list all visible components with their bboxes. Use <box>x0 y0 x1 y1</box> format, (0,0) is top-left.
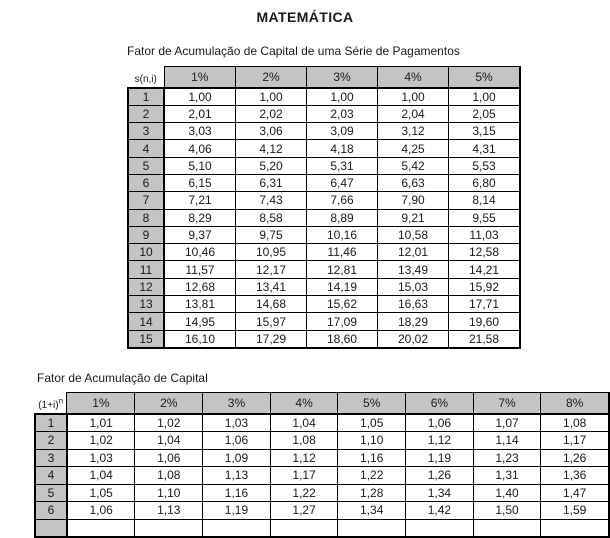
table-cell: 1,06 <box>406 414 474 432</box>
table-row <box>35 449 609 467</box>
table-cell: 1,16 <box>203 484 271 502</box>
row-label: 1 <box>35 414 67 432</box>
table-cell: 15,62 <box>307 296 378 313</box>
table-cell: 2,03 <box>307 105 378 122</box>
row-label: 8 <box>128 209 164 226</box>
table-row <box>35 467 609 485</box>
table-cell: 1,07 <box>473 414 541 432</box>
table-cell: 1,42 <box>406 502 474 520</box>
header-row <box>35 393 609 414</box>
table-cell: 1,16 <box>338 449 406 467</box>
table-cell: 12,81 <box>307 261 378 278</box>
table-row <box>128 157 520 174</box>
table-cell: 6,47 <box>307 174 378 191</box>
table-cell: 9,21 <box>378 209 449 226</box>
table-cell: 1,10 <box>135 484 203 502</box>
table-cell: 17,71 <box>449 296 521 313</box>
table-cell: 1,00 <box>378 88 449 106</box>
table-cell: 1,23 <box>473 449 541 467</box>
table-cell: 1,50 <box>473 502 541 520</box>
table-cell: 6,80 <box>449 174 521 191</box>
page-title: MATEMÁTICA <box>256 9 354 25</box>
table-cell: 1,03 <box>203 414 271 432</box>
table-cell: 16,10 <box>164 330 236 348</box>
table-row <box>128 192 520 209</box>
table-cell: 11,03 <box>449 226 521 243</box>
table-row <box>128 313 520 330</box>
table-cell: 1,14 <box>473 432 541 450</box>
table-cell: 21,58 <box>449 330 521 348</box>
header-row <box>128 67 520 88</box>
table-row <box>128 296 520 313</box>
table-cell: 1,31 <box>473 467 541 485</box>
table-cell: 14,19 <box>307 278 378 295</box>
table-cell: 7,21 <box>164 192 236 209</box>
table-cell: 11,46 <box>307 244 378 261</box>
table-cell: 19,60 <box>449 313 521 330</box>
capital-accumulation-table <box>34 392 610 538</box>
table-row <box>128 140 520 157</box>
table-cell: 1,01 <box>67 414 135 432</box>
table-cell: 1,34 <box>338 502 406 520</box>
column-header: 7% <box>473 393 541 414</box>
table-cell: 8,58 <box>236 209 307 226</box>
table-cell: 1,40 <box>473 484 541 502</box>
table-cell: 1,08 <box>135 467 203 485</box>
table-cell: 5,31 <box>307 157 378 174</box>
table-cell: 10,95 <box>236 244 307 261</box>
row-label: 10 <box>128 244 164 261</box>
table-row <box>35 502 609 520</box>
table-cell: 3,06 <box>236 123 307 140</box>
table-cell: 6,31 <box>236 174 307 191</box>
row-label: 12 <box>128 278 164 295</box>
table-row <box>128 88 520 106</box>
table-row <box>35 484 609 502</box>
table-cell: 15,92 <box>449 278 521 295</box>
column-header: 1% <box>164 67 236 88</box>
table-cell: 17,29 <box>236 330 307 348</box>
table1-caption: Fator de Acumulação de Capital de uma Série de Pagamentos <box>127 44 460 58</box>
table-cell: 14,95 <box>164 313 236 330</box>
table-cell: 1,22 <box>270 484 338 502</box>
table-cell: 1,26 <box>541 449 609 467</box>
table-cell: 1,19 <box>406 449 474 467</box>
table-cell: 4,31 <box>449 140 521 157</box>
table-cell: 1,08 <box>541 414 609 432</box>
table-cell: 14,68 <box>236 296 307 313</box>
table-cell: 1,06 <box>135 449 203 467</box>
table-cell: 2,05 <box>449 105 521 122</box>
table-cell: 1,27 <box>270 502 338 520</box>
table-cell: 1,13 <box>203 467 271 485</box>
table-cell: 1,12 <box>270 449 338 467</box>
table-cell: 18,29 <box>378 313 449 330</box>
row-label: 5 <box>128 157 164 174</box>
table-cell: 5,20 <box>236 157 307 174</box>
row-label: 6 <box>35 502 67 520</box>
table-cell: 1,00 <box>236 88 307 106</box>
table-cell: 3,12 <box>378 123 449 140</box>
table-row <box>128 261 520 278</box>
column-header: 2% <box>236 67 307 88</box>
table-cell: 1,36 <box>541 467 609 485</box>
table-row <box>128 278 520 295</box>
corner-label: s(n,i) <box>128 67 164 88</box>
table-cell: 13,49 <box>378 261 449 278</box>
table-cell: 18,60 <box>307 330 378 348</box>
table-cell: 1,00 <box>307 88 378 106</box>
table-cell: 10,58 <box>378 226 449 243</box>
table-cell: 2,02 <box>236 105 307 122</box>
table-cell: 17,09 <box>307 313 378 330</box>
table-cell: 3,09 <box>307 123 378 140</box>
column-header: 2% <box>135 393 203 414</box>
table-cell: 6,63 <box>378 174 449 191</box>
table-cell: 1,00 <box>449 88 521 106</box>
table-cell: 5,42 <box>378 157 449 174</box>
column-header: 4% <box>270 393 338 414</box>
table-cell: 10,16 <box>307 226 378 243</box>
table-cell: 1,10 <box>338 432 406 450</box>
table-cell: 3,15 <box>449 123 521 140</box>
corner-label: $(1+i)^n$ <box>35 393 67 414</box>
row-label: 1 <box>128 88 164 106</box>
table-cell: 1,02 <box>67 432 135 450</box>
column-header: 3% <box>307 67 378 88</box>
table-cell: 1,34 <box>406 484 474 502</box>
table-cell: 13,41 <box>236 278 307 295</box>
table-cell: 16,63 <box>378 296 449 313</box>
row-label: 2 <box>128 105 164 122</box>
row-label: 13 <box>128 296 164 313</box>
table-cell: 1,17 <box>541 432 609 450</box>
table-cell: 1,02 <box>135 414 203 432</box>
table-row <box>128 330 520 348</box>
table-cell: 5,53 <box>449 157 521 174</box>
table-cell: 1,17 <box>270 467 338 485</box>
table-cell: 7,66 <box>307 192 378 209</box>
row-label: 2 <box>35 432 67 450</box>
table-cell: 7,90 <box>378 192 449 209</box>
table-cell: 8,29 <box>164 209 236 226</box>
table-cell: 3,03 <box>164 123 236 140</box>
row-label: 9 <box>128 226 164 243</box>
table-cell: 1,19 <box>203 502 271 520</box>
table-cell: 1,05 <box>67 484 135 502</box>
table-cell: 1,12 <box>406 432 474 450</box>
column-header: 5% <box>338 393 406 414</box>
table-cell: 1,47 <box>541 484 609 502</box>
column-header: 6% <box>406 393 474 414</box>
table-cell: 1,06 <box>67 502 135 520</box>
table-row <box>35 432 609 450</box>
table-cell: 1,08 <box>270 432 338 450</box>
row-label: 3 <box>35 449 67 467</box>
table-row <box>128 174 520 191</box>
table-cell: 9,55 <box>449 209 521 226</box>
table-cell: 1,22 <box>338 467 406 485</box>
table-cell: 2,04 <box>378 105 449 122</box>
table-cell: 1,26 <box>406 467 474 485</box>
column-header: 5% <box>449 67 521 88</box>
row-label: 15 <box>128 330 164 348</box>
table-row <box>128 123 520 140</box>
row-label: 7 <box>128 192 164 209</box>
table-cell: 1,04 <box>67 467 135 485</box>
table-cell: 1,59 <box>541 502 609 520</box>
row-label: 11 <box>128 261 164 278</box>
table-cell: 8,89 <box>307 209 378 226</box>
table-cell: 9,75 <box>236 226 307 243</box>
table-cell: 12,01 <box>378 244 449 261</box>
table-cell: 1,09 <box>203 449 271 467</box>
table-cell: 7,43 <box>236 192 307 209</box>
table-row <box>128 105 520 122</box>
table-cell: 11,57 <box>164 261 236 278</box>
table-cell: 12,17 <box>236 261 307 278</box>
table-cell: 5,10 <box>164 157 236 174</box>
table-cell: 9,37 <box>164 226 236 243</box>
table-cell: 15,97 <box>236 313 307 330</box>
table-cell: 4,18 <box>307 140 378 157</box>
table-cell: 1,06 <box>203 432 271 450</box>
column-header: 4% <box>378 67 449 88</box>
table-cell: 2,01 <box>164 105 236 122</box>
row-label: 5 <box>35 484 67 502</box>
table-cell: 1,03 <box>67 449 135 467</box>
row-label: 3 <box>128 123 164 140</box>
table-cell: 10,46 <box>164 244 236 261</box>
table-row <box>35 414 609 432</box>
table-row <box>128 209 520 226</box>
table2-caption: Fator de Acumulação de Capital <box>37 371 208 385</box>
table-cell: 13,81 <box>164 296 236 313</box>
row-label: 6 <box>128 174 164 191</box>
table-cell: 8,14 <box>449 192 521 209</box>
row-label: 4 <box>35 467 67 485</box>
column-header: 3% <box>203 393 271 414</box>
table-cell: 1,04 <box>270 414 338 432</box>
table-cell: 4,06 <box>164 140 236 157</box>
row-label: 4 <box>128 140 164 157</box>
table-cell: 12,58 <box>449 244 521 261</box>
table-cell: 4,25 <box>378 140 449 157</box>
table-cell: 1,00 <box>164 88 236 106</box>
table-cell: 1,28 <box>338 484 406 502</box>
table-cell: 14,21 <box>449 261 521 278</box>
table-row <box>128 226 520 243</box>
column-header: 1% <box>67 393 135 414</box>
table-cell: 4,12 <box>236 140 307 157</box>
table-cell: 1,13 <box>135 502 203 520</box>
row-label: 14 <box>128 313 164 330</box>
column-header: 8% <box>541 393 609 414</box>
table-cell: 1,05 <box>338 414 406 432</box>
table-cell: 15,03 <box>378 278 449 295</box>
series-payment-accumulation-table <box>127 66 521 349</box>
table-row <box>128 244 520 261</box>
table-cell: 12,68 <box>164 278 236 295</box>
table-cell: 6,15 <box>164 174 236 191</box>
table-cell: 1,04 <box>135 432 203 450</box>
table-cell: 20,02 <box>378 330 449 348</box>
